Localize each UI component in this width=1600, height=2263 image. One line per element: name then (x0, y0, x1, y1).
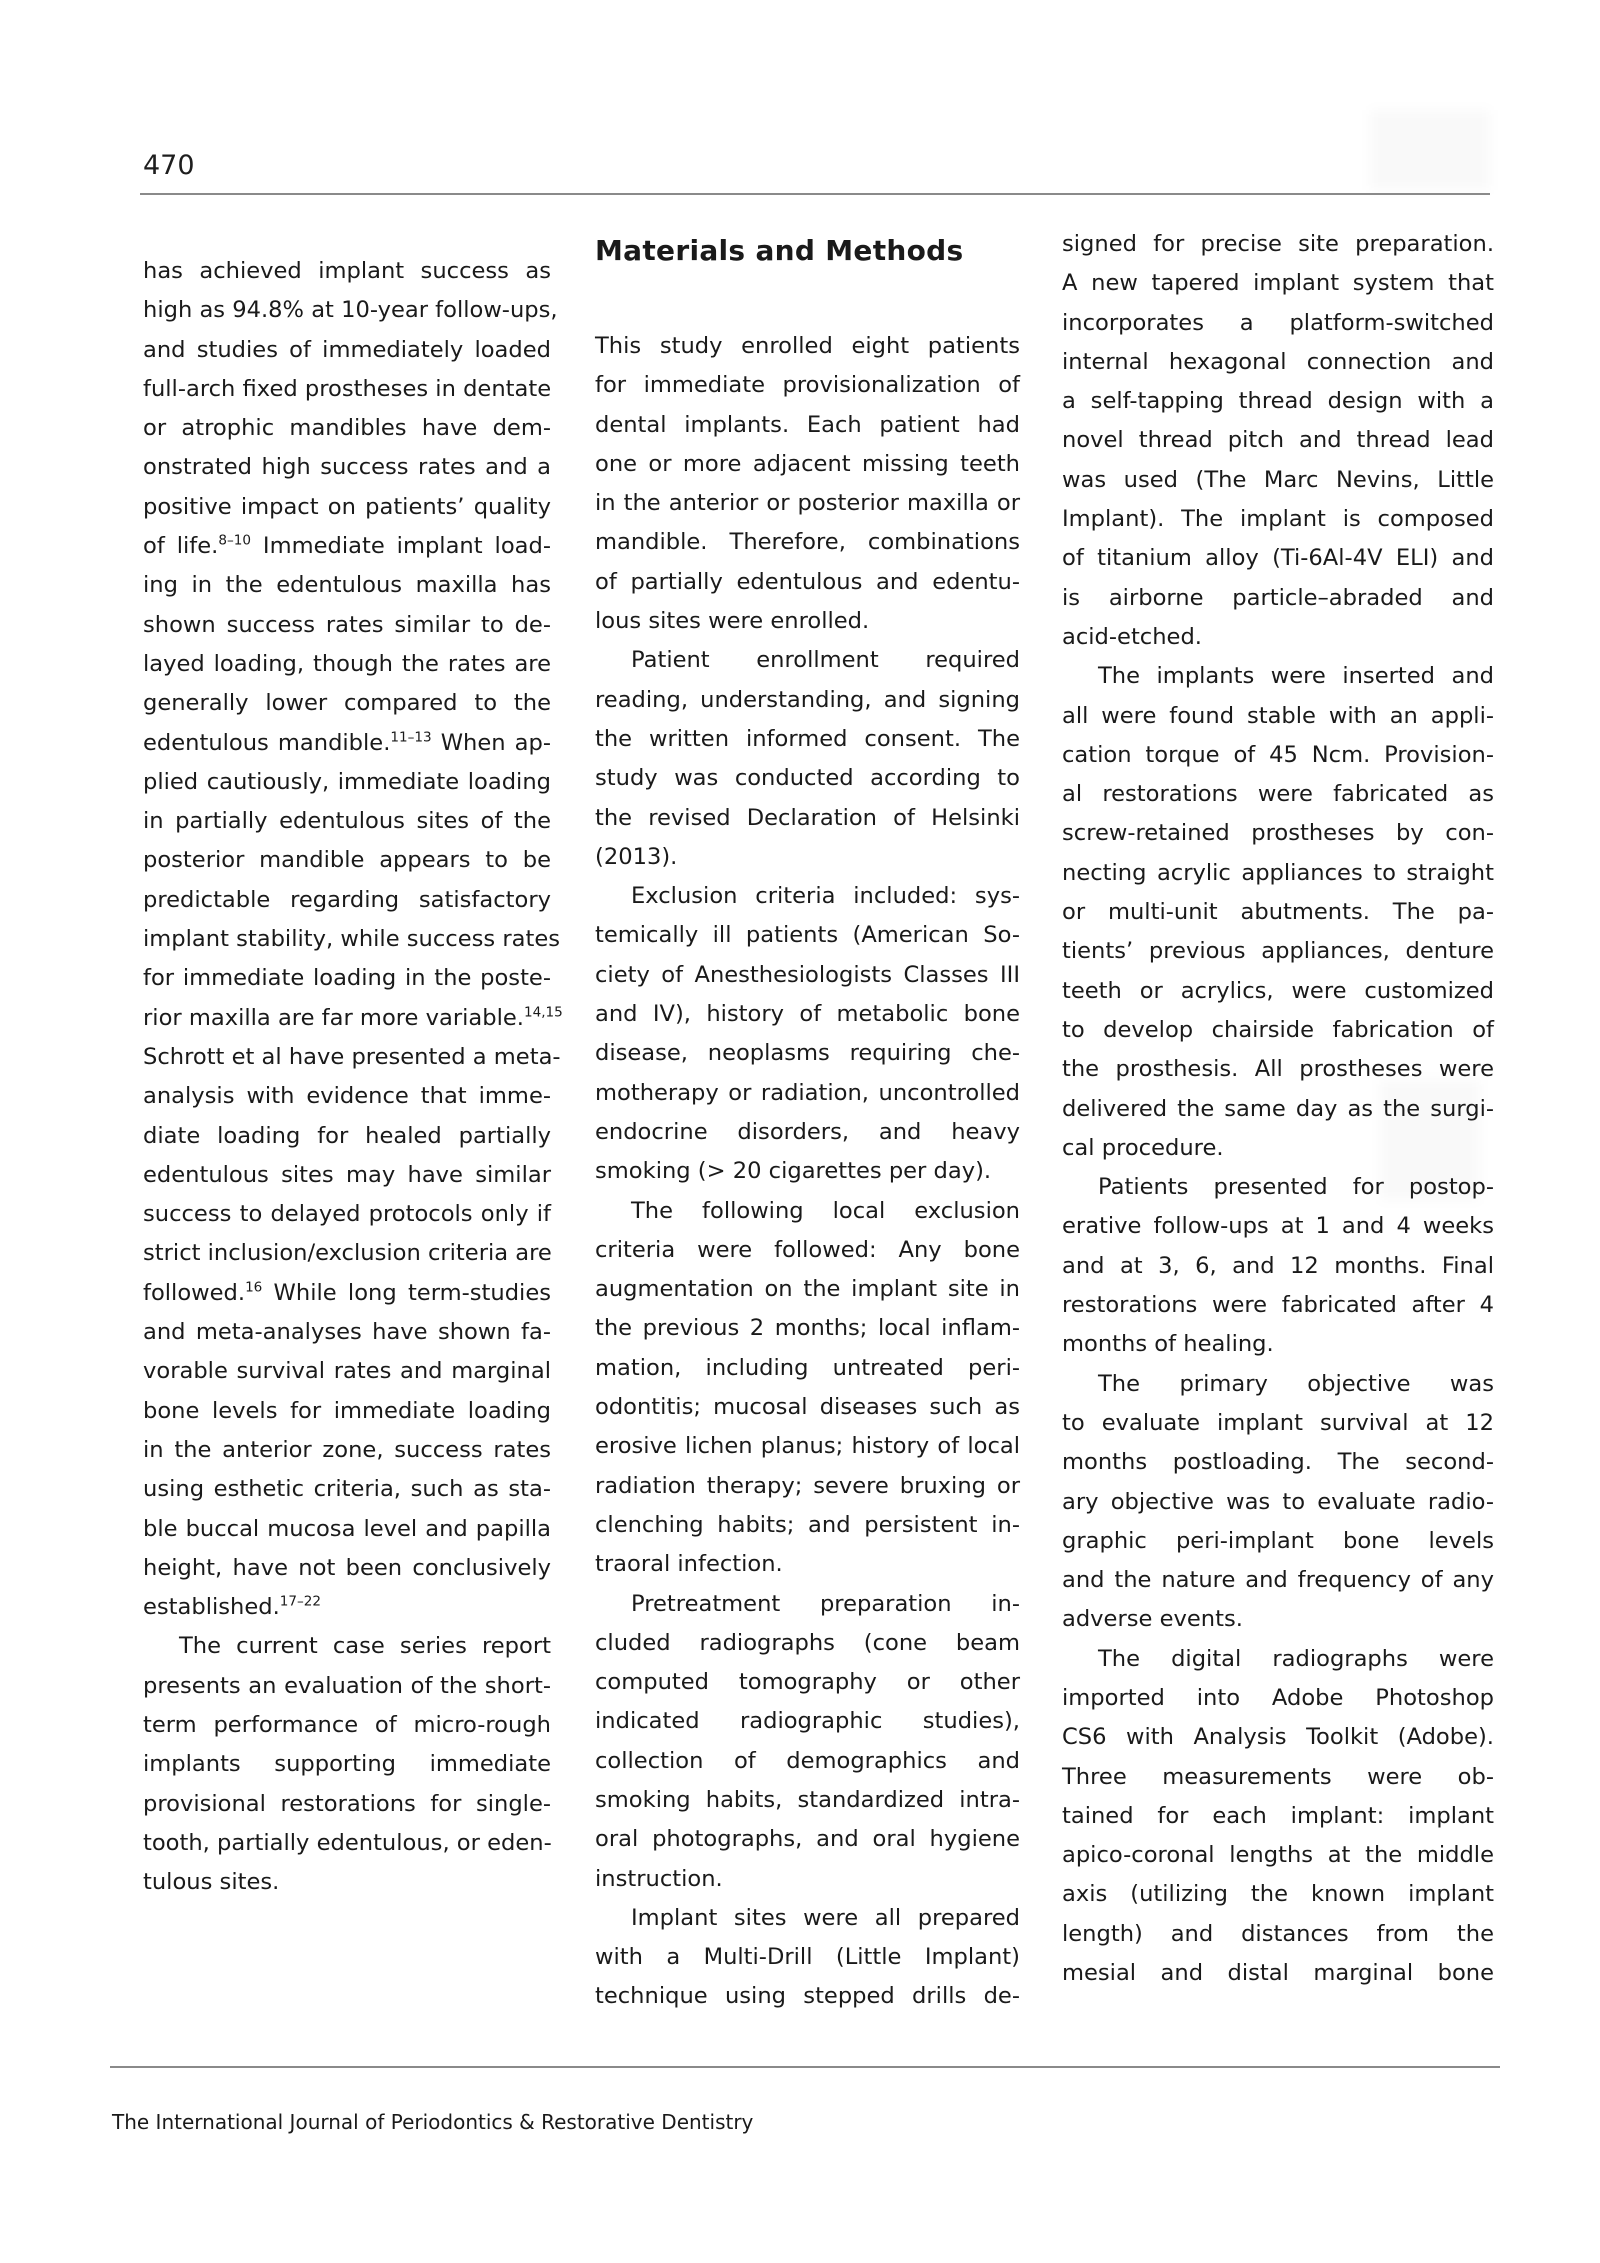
text-line (595, 563, 1020, 602)
text-line (595, 1585, 1020, 1624)
line-text: reading, understanding, and signing (595, 686, 1020, 713)
line-text: the prosthesis. All prostheses were (1062, 1056, 1494, 1083)
line-text: screw-retained prostheses by con- (1062, 820, 1494, 847)
text-line (1062, 932, 1494, 971)
footer-rule (110, 2066, 1500, 2068)
text-line (595, 1742, 1020, 1781)
line-text: While long term-studies (262, 1279, 551, 1306)
text-line (595, 641, 1020, 680)
line-text: and meta-analyses have shown fa- (143, 1319, 551, 1346)
text-line (1062, 697, 1494, 736)
line-text: height, have not been conclusively (143, 1554, 551, 1581)
section-heading: Materials and Methods (595, 234, 964, 267)
line-text: in the anterior or posterior maxilla or (595, 490, 1020, 517)
line-text: ciety of Anesthesiologists Classes III (595, 961, 1020, 988)
text-line (1062, 1011, 1494, 1050)
scan-show-through (1370, 110, 1490, 190)
line-text: high as 94.8% at 10-year follow-ups, (143, 297, 558, 324)
line-text: When ap- (431, 729, 551, 756)
line-text: apico-coronal lengths at the middle (1062, 1842, 1494, 1869)
line-text: adverse events. (1062, 1606, 1243, 1633)
line-text: using esthetic criteria, such as sta- (143, 1476, 551, 1503)
line-text: lous sites were enrolled. (595, 608, 870, 635)
text-line (143, 1038, 561, 1077)
line-text: diate loading for healed partially (143, 1122, 551, 1149)
text-line (143, 999, 563, 1038)
line-text: rior maxilla are far more variable. (143, 1004, 524, 1031)
line-text: all were found stable with an appli- (1062, 702, 1494, 729)
line-text: cal procedure. (1062, 1134, 1224, 1161)
line-text: Exclusion criteria included: sys- (631, 883, 1020, 910)
column-3 (1062, 225, 1494, 1993)
line-text: positive impact on patients’ quality (143, 493, 551, 520)
header-rule (140, 193, 1490, 195)
text-line (143, 291, 558, 330)
text-line (143, 252, 551, 291)
line-text: a self-tapping thread design with a (1062, 388, 1494, 415)
page-number: 470 (143, 150, 195, 181)
line-text: ble buccal mucosa level and papilla (143, 1515, 551, 1542)
line-text: Patient enrollment required (631, 647, 1020, 674)
text-line (595, 1152, 1020, 1191)
text-line (143, 1706, 551, 1745)
line-text: imported into Adobe Photoshop (1062, 1684, 1494, 1711)
text-line (1062, 382, 1494, 421)
text-line (1062, 1443, 1494, 1482)
line-text: followed. (143, 1279, 246, 1306)
text-line (595, 1663, 1020, 1702)
text-line (595, 1506, 1020, 1545)
text-line (595, 1192, 1020, 1231)
line-text: the revised Declaration of Helsinki (595, 804, 1020, 831)
text-line (143, 724, 551, 763)
line-text: temically ill patients (American So- (595, 922, 1020, 949)
line-text: The primary objective was (1098, 1370, 1494, 1397)
text-line (143, 1510, 551, 1549)
line-text: necting acrylic appliances to straight (1062, 859, 1494, 886)
text-line (1062, 1522, 1494, 1561)
line-text: provisional restorations for single- (143, 1790, 551, 1817)
text-line (1062, 1325, 1494, 1364)
text-line (595, 1113, 1020, 1152)
line-text: months postloading. The second- (1062, 1449, 1494, 1476)
line-text: term performance of micro-rough (143, 1711, 551, 1738)
text-line (143, 841, 551, 880)
line-text: onstrated high success rates and a (143, 454, 551, 481)
text-line (595, 406, 1020, 445)
line-text: Immediate implant load- (250, 533, 551, 560)
line-text: (2013). (595, 843, 678, 870)
text-line (595, 799, 1020, 838)
text-line (1062, 304, 1494, 343)
line-text: mandible. Therefore, combinations (595, 529, 1020, 556)
line-text: The following local exclusion (631, 1197, 1020, 1224)
text-line (1062, 1129, 1494, 1168)
line-text: bone levels for immediate loading (143, 1397, 551, 1424)
text-line (143, 1195, 551, 1234)
line-text: cation torque of 45 Ncm. Provision- (1062, 741, 1494, 768)
line-text: al restorations were fabricated as (1062, 781, 1494, 808)
text-line (1062, 1836, 1494, 1875)
text-line (143, 645, 551, 684)
text-line (143, 1077, 551, 1116)
line-text: ing in the edentulous maxilla has (143, 572, 551, 599)
line-text: presents an evaluation of the short- (143, 1672, 551, 1699)
line-text: generally lower compared to the (143, 690, 551, 717)
line-text: endocrine disorders, and heavy (595, 1118, 1020, 1145)
column-1 (143, 252, 563, 1902)
line-text: This study enrolled eight patients (595, 333, 1020, 359)
line-text: technique using stepped drills de- (595, 1983, 1020, 2010)
line-text: edentulous mandible. (143, 729, 391, 756)
text-line (595, 995, 1020, 1034)
text-line (1062, 1758, 1494, 1797)
line-text: and at 3, 6, and 12 months. Final (1062, 1252, 1494, 1279)
text-line (595, 720, 1020, 759)
text-line (1062, 893, 1494, 932)
line-text: smoking habits, standardized intra- (595, 1786, 1020, 1813)
text-line (143, 959, 551, 998)
text-line (595, 1074, 1020, 1113)
text-line (595, 484, 1020, 523)
text-line (143, 448, 551, 487)
text-line (595, 1977, 1020, 2016)
text-line (1062, 1875, 1494, 1914)
line-text: The digital radiographs were (1098, 1645, 1494, 1672)
line-text: tients’ previous appliances, denture (1062, 938, 1494, 965)
line-text: Pretreatment preparation in- (631, 1590, 1020, 1617)
citation-superscript: 16 (245, 1279, 263, 1296)
text-line (595, 838, 1020, 877)
line-text: predictable regarding satisfactory (143, 886, 551, 913)
line-text: tooth, partially edentulous, or eden- (143, 1829, 552, 1856)
line-text: radiation therapy; severe bruxing or (595, 1472, 1020, 1499)
line-text: A new tapered implant system that (1062, 270, 1494, 297)
text-line (595, 877, 1020, 916)
text-line (143, 1352, 551, 1391)
citation-superscript: 17–22 (279, 1593, 322, 1610)
line-text: graphic peri-implant bone levels (1062, 1527, 1494, 1554)
line-text: delivered the same day as the surgi- (1062, 1095, 1494, 1122)
line-text: and the nature and frequency of any (1062, 1567, 1494, 1594)
text-line (595, 523, 1020, 562)
text-line (595, 681, 1020, 720)
text-line (1062, 814, 1494, 853)
line-text: tulous sites. (143, 1869, 280, 1896)
text-line (143, 527, 551, 566)
text-line (1062, 854, 1494, 893)
text-line (1062, 972, 1494, 1011)
text-line (143, 1745, 551, 1784)
line-text: internal hexagonal connection and (1062, 348, 1494, 375)
line-text: erosive lichen planus; history of local (595, 1433, 1020, 1460)
line-text: and studies of immediately loaded (143, 336, 551, 363)
text-line (595, 1231, 1020, 1270)
line-text: mesial and distal marginal bone (1062, 1960, 1494, 1987)
text-line (143, 1234, 551, 1273)
line-text: with a Multi-Drill (Little Implant) (595, 1944, 1020, 1971)
text-line (1062, 579, 1494, 618)
line-text: of titanium alloy (Ti-6Al-4V ELI) and (1062, 545, 1494, 572)
line-text: Implant sites were all prepared (631, 1904, 1020, 1931)
text-line (1062, 1286, 1494, 1325)
line-text: oral photographs, and oral hygiene (595, 1826, 1020, 1853)
text-line (595, 366, 1020, 405)
line-text: indicated radiographic studies), (595, 1708, 1020, 1735)
line-text: disease, neoplasms requiring che- (595, 1040, 1020, 1067)
line-text: cluded radiographs (cone beam (595, 1629, 1020, 1656)
line-text: length) and distances from the (1062, 1920, 1494, 1947)
line-text: novel thread pitch and thread lead (1062, 427, 1494, 454)
text-line (595, 327, 1020, 366)
text-line (1062, 1168, 1494, 1207)
text-line (1062, 736, 1494, 775)
text-line (595, 1467, 1020, 1506)
text-line (1062, 618, 1494, 657)
line-text: is airborne particle–abraded and (1062, 584, 1494, 611)
line-text: to develop chairside fabrication of (1062, 1016, 1494, 1043)
text-line (143, 488, 551, 527)
text-line (143, 1627, 551, 1666)
line-text: signed for precise site preparation. (1062, 231, 1494, 257)
line-text: strict inclusion/exclusion criteria are (143, 1240, 552, 1267)
text-line (143, 1863, 551, 1902)
line-text: or atrophic mandibles have dem- (143, 415, 551, 442)
line-text: of life. (143, 533, 219, 560)
line-text: to evaluate implant survival at 12 (1062, 1409, 1494, 1436)
text-line (1062, 1679, 1494, 1718)
line-text: axis (utilizing the known implant (1062, 1881, 1494, 1908)
text-line (595, 956, 1020, 995)
line-text: for immediate loading in the poste- (143, 965, 551, 992)
line-text: established. (143, 1594, 280, 1621)
text-line (1062, 461, 1494, 500)
text-line (1062, 1797, 1494, 1836)
line-text: implant stability, while success rates (143, 926, 561, 953)
line-text: and IV), history of metabolic bone (595, 1001, 1020, 1028)
text-line (143, 331, 551, 370)
text-line (143, 1274, 551, 1313)
text-line (595, 1624, 1020, 1663)
text-line (143, 881, 551, 920)
text-line (143, 1785, 551, 1824)
line-text: shown success rates similar to de- (143, 611, 551, 638)
text-line (1062, 1365, 1494, 1404)
text-line (143, 1117, 551, 1156)
text-line (1062, 1640, 1494, 1679)
text-line (143, 1588, 551, 1627)
text-line (143, 1431, 551, 1470)
text-line (1062, 1247, 1494, 1286)
line-text: erative follow-ups at 1 and 4 weeks (1062, 1213, 1494, 1240)
text-line (143, 920, 561, 959)
text-line (143, 1549, 551, 1588)
line-text: implants supporting immediate (143, 1751, 551, 1778)
line-text: traoral infection. (595, 1551, 783, 1578)
text-line (1062, 1915, 1494, 1954)
line-text: one or more adjacent missing teeth (595, 450, 1020, 477)
line-text: months of healing. (1062, 1331, 1274, 1358)
text-line (143, 1470, 551, 1509)
line-text: acid-etched. (1062, 623, 1202, 650)
line-text: for immediate provisionalization of (595, 372, 1020, 399)
text-line (595, 1545, 1020, 1584)
line-text: in the anterior zone, success rates (143, 1436, 551, 1463)
line-text: edentulous sites may have similar (143, 1161, 551, 1188)
line-text: layed loading, though the rates are (143, 650, 551, 677)
line-text: instruction. (595, 1865, 723, 1892)
line-text: vorable survival rates and marginal (143, 1358, 551, 1385)
line-text: was used (The Marc Nevins, Little (1062, 466, 1494, 493)
text-line (595, 1938, 1020, 1977)
text-line (1062, 225, 1494, 264)
text-line (1062, 1404, 1494, 1443)
line-text: smoking (> 20 cigarettes per day). (595, 1158, 992, 1185)
line-text: the written informed consent. The (595, 725, 1020, 752)
text-line (595, 1781, 1020, 1820)
citation-superscript: 8–10 (218, 532, 251, 549)
text-line (143, 1156, 551, 1195)
line-text: in partially edentulous sites of the (143, 808, 551, 835)
text-line (143, 566, 551, 605)
text-line (143, 1313, 551, 1352)
column-2 (595, 327, 1020, 2017)
text-line (1062, 264, 1494, 303)
text-line (143, 802, 551, 841)
text-line (143, 1824, 551, 1863)
text-line (1062, 421, 1494, 460)
text-line (595, 1349, 1020, 1388)
line-text: full-arch fixed prostheses in dentate (143, 375, 552, 402)
text-line (1062, 1207, 1494, 1246)
line-text: motherapy or radiation, uncontrolled (595, 1079, 1020, 1106)
text-line (143, 370, 551, 409)
text-line (1062, 1483, 1494, 1522)
text-line (143, 606, 551, 645)
line-text: restorations were fabricated after 4 (1062, 1292, 1494, 1319)
line-text: Schrott et al have presented a meta- (143, 1043, 561, 1070)
line-text: success to delayed protocols only if (143, 1201, 551, 1228)
text-line (595, 1427, 1020, 1466)
text-line (1062, 1954, 1494, 1993)
line-text: augmentation on the implant site in (595, 1276, 1020, 1303)
text-line (595, 445, 1020, 484)
line-text: mation, including untreated peri- (595, 1354, 1020, 1381)
text-line (1062, 539, 1494, 578)
text-line (595, 1034, 1020, 1073)
line-text: Three measurements were ob- (1062, 1763, 1494, 1790)
line-text: has achieved implant success as (143, 258, 551, 284)
text-line (143, 1667, 551, 1706)
text-line (1062, 500, 1494, 539)
text-line (595, 1860, 1020, 1899)
text-line (143, 684, 551, 723)
text-line (1062, 343, 1494, 382)
line-text: CS6 with Analysis Toolkit (Adobe). (1062, 1724, 1494, 1751)
line-text: ary objective was to evaluate radio- (1062, 1488, 1494, 1515)
text-line (1062, 657, 1494, 696)
line-text: collection of demographics and (595, 1747, 1020, 1774)
line-text: Patients presented for postop- (1098, 1174, 1494, 1201)
text-line (595, 1820, 1020, 1859)
line-text: posterior mandible appears to be (143, 847, 551, 874)
text-line (143, 409, 551, 448)
journal-footer: The International Journal of Periodontics & Restorative Dentistry (112, 2110, 754, 2134)
text-line (595, 1702, 1020, 1741)
text-line (595, 1270, 1020, 1309)
line-text: analysis with evidence that imme- (143, 1083, 551, 1110)
line-text: clenching habits; and persistent in- (595, 1511, 1020, 1538)
citation-superscript: 14,15 (523, 1004, 563, 1021)
line-text: The current case series report (179, 1633, 551, 1660)
text-line (595, 1899, 1020, 1938)
line-text: or multi-unit abutments. The pa- (1062, 899, 1494, 926)
line-text: teeth or acrylics, were customized (1062, 977, 1494, 1004)
line-text: plied cautiously, immediate loading (143, 768, 551, 795)
line-text: criteria were followed: Any bone (595, 1236, 1020, 1263)
line-text: of partially edentulous and edentu- (595, 568, 1020, 595)
text-line (1062, 1050, 1494, 1089)
text-line (1062, 1718, 1494, 1757)
line-text: the previous 2 months; local inflam- (595, 1315, 1020, 1342)
text-line (595, 759, 1020, 798)
line-text: incorporates a platform-switched (1062, 309, 1494, 336)
text-line (595, 602, 1020, 641)
line-text: Implant). The implant is composed (1062, 506, 1494, 533)
line-text: study was conducted according to (595, 765, 1020, 792)
text-line (595, 916, 1020, 955)
text-line (1062, 1090, 1494, 1129)
text-line (595, 1309, 1020, 1348)
citation-superscript: 11–13 (390, 729, 432, 746)
text-line (1062, 1561, 1494, 1600)
line-text: computed tomography or other (595, 1669, 1020, 1696)
line-text: tained for each implant: implant (1062, 1802, 1494, 1829)
line-text: odontitis; mucosal diseases such as (595, 1394, 1020, 1421)
line-text: dental implants. Each patient had (595, 411, 1020, 438)
line-text: The implants were inserted and (1098, 663, 1494, 690)
text-line (143, 763, 551, 802)
text-line (1062, 775, 1494, 814)
text-line (1062, 1600, 1494, 1639)
text-line (143, 1392, 551, 1431)
text-line (595, 1388, 1020, 1427)
